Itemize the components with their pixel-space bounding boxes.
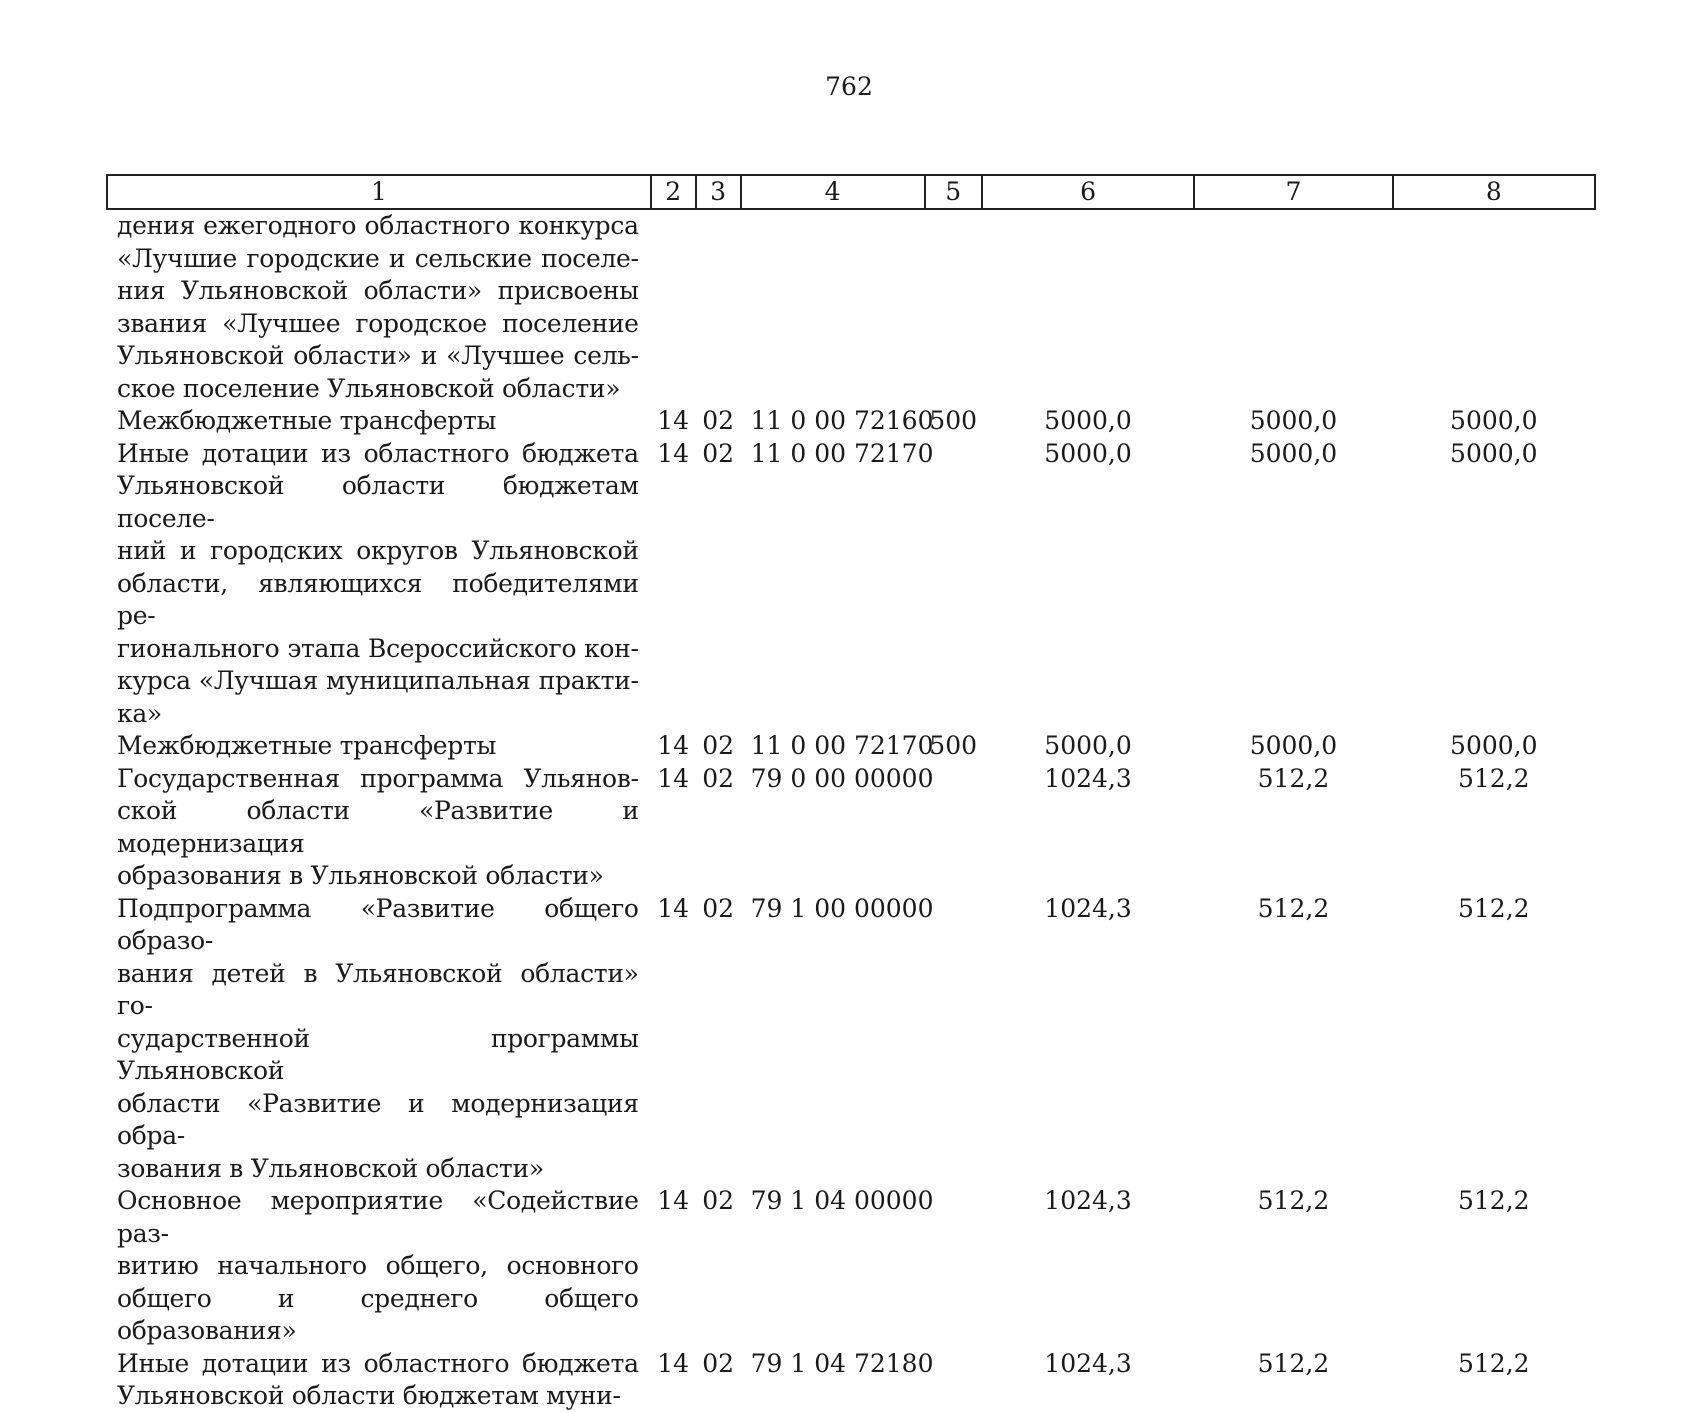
description-line: ское поселение Ульяновской области»: [117, 373, 621, 403]
amount-col-8: 512,2: [1458, 893, 1530, 923]
target-article-code: 11 0 00 72170: [750, 438, 934, 468]
row-description: [107, 405, 651, 438]
amount-col-8: 512,2: [1458, 763, 1530, 793]
header-col-8: 8: [1393, 175, 1595, 209]
description-line: области, являющихся победителями ре-: [117, 568, 639, 630]
amount-col-8: [1393, 209, 1595, 405]
target-article-code: 79 1 04 72180: [750, 1348, 934, 1378]
amount-col-8: 5000,0: [1450, 731, 1538, 760]
description-line: зования в Ульяновской области»: [117, 1153, 544, 1183]
description-line: Ульяновской области» и «Лучшее сель-: [117, 341, 639, 370]
amount-col-6: 5000,0: [1044, 731, 1132, 760]
description-line: Ульяновской области бюджетам муни-: [117, 1381, 621, 1410]
description-line: общего и среднего общего образования»: [117, 1283, 639, 1345]
row-description: [107, 763, 651, 893]
description-line: вания детей в Ульяновской области» го-: [117, 958, 639, 1020]
description-line: «Лучшие городские и сельские поселе-: [117, 243, 639, 273]
table-row: [107, 763, 1595, 893]
row-description: [107, 1348, 651, 1413]
header-col-6: 6: [982, 175, 1195, 209]
target-article-code: 11 0 00 72170: [750, 731, 934, 760]
description-line: ний и городских округов Ульяновской: [117, 536, 639, 565]
amount-col-7: 512,2: [1257, 1186, 1330, 1215]
section-code: 14: [657, 1186, 690, 1215]
amount-col-6: 1024,3: [1044, 893, 1132, 923]
expense-type-code: 500: [929, 731, 978, 760]
target-article-code: 79 0 00 00000: [750, 763, 934, 793]
section-code: 14: [657, 893, 690, 923]
subsection-code: 02: [702, 1348, 735, 1378]
description-line: Иные дотации из областного бюджета: [117, 1348, 639, 1378]
page-number: 762: [825, 72, 873, 101]
subsection-code: [696, 209, 741, 405]
header-col-5: 5: [925, 175, 982, 209]
row-description: [107, 1185, 651, 1348]
subsection-code: 02: [702, 731, 735, 760]
amount-col-7: 5000,0: [1249, 731, 1338, 760]
description-line: звания «Лучшее городское поселение: [117, 308, 639, 338]
subsection-code: 02: [702, 893, 735, 923]
header-col-3: 3: [696, 175, 741, 209]
description-line: Государственная программа Ульянов-: [117, 763, 639, 793]
amount-col-6: 1024,3: [1044, 763, 1132, 793]
amount-col-8: 5000,0: [1450, 406, 1538, 435]
amount-col-6: [982, 209, 1195, 405]
section-code: 14: [657, 731, 690, 760]
description-line: области «Развитие и модернизация обра-: [117, 1088, 639, 1150]
description-line: Межбюджетные трансферты: [117, 731, 497, 760]
section-code: 14: [657, 1348, 690, 1378]
table-row: [107, 1348, 1595, 1413]
expense-type-code: [925, 438, 982, 731]
section-code: 14: [657, 763, 690, 793]
row-description: [107, 730, 651, 763]
amount-col-7: 512,2: [1257, 893, 1330, 923]
amount-col-7: 5000,0: [1249, 406, 1338, 435]
expense-type-code: [925, 893, 982, 1186]
budget-table: [106, 174, 1596, 1413]
header-col-7: 7: [1194, 175, 1392, 209]
amount-col-8: 512,2: [1458, 1186, 1530, 1215]
expense-type-code: [925, 209, 982, 405]
amount-col-8: 512,2: [1458, 1348, 1530, 1378]
subsection-code: 02: [702, 438, 735, 468]
subsection-code: 02: [702, 763, 735, 793]
section-code: 14: [657, 406, 690, 435]
row-description: [107, 438, 651, 731]
description-line: сударственной программы Ульяновской: [117, 1023, 639, 1085]
table-row: [107, 405, 1595, 438]
expense-type-code: 500: [929, 406, 978, 435]
table-row: [107, 438, 1595, 731]
amount-col-7: [1194, 209, 1392, 405]
table-row: [107, 209, 1595, 405]
section-code: [651, 209, 696, 405]
description-line: ния Ульяновской области» присвоены: [117, 276, 639, 305]
table-body: [107, 209, 1595, 1413]
amount-col-6: 1024,3: [1044, 1186, 1132, 1215]
target-article-code: 11 0 00 72160: [750, 406, 934, 435]
table-row: [107, 730, 1595, 763]
target-article-code: [741, 209, 925, 405]
description-line: дения ежегодного областного конкурса: [117, 211, 639, 240]
row-description: [107, 209, 651, 405]
subsection-code: 02: [702, 406, 735, 435]
description-line: Ульяновской области бюджетам поселе-: [117, 471, 639, 533]
description-line: курса «Лучшая муниципальная практи-: [117, 666, 639, 695]
description-line: ской области «Развитие и модернизация: [117, 796, 639, 858]
target-article-code: 79 1 04 00000: [750, 1186, 934, 1215]
amount-col-6: 5000,0: [1044, 438, 1132, 468]
description-line: гионального этапа Всероссийского кон-: [117, 633, 639, 663]
header-col-1: 1: [107, 175, 651, 209]
amount-col-6: 5000,0: [1044, 406, 1132, 435]
description-line: Подпрограмма «Развитие общего образо-: [117, 893, 639, 955]
amount-col-6: 1024,3: [1044, 1348, 1132, 1378]
description-line: витию начального общего, основного: [117, 1251, 639, 1280]
header-col-4: 4: [741, 175, 925, 209]
amount-col-7: 512,2: [1257, 763, 1330, 793]
table-row: [107, 893, 1595, 1186]
section-code: 14: [657, 438, 690, 468]
amount-col-8: 5000,0: [1450, 438, 1538, 468]
table-header-row: [107, 175, 1595, 209]
amount-col-7: 512,2: [1257, 1348, 1330, 1378]
table-row: [107, 1185, 1595, 1348]
description-line: ка»: [117, 698, 162, 728]
description-line: образования в Ульяновской области»: [117, 861, 604, 890]
target-article-code: 79 1 00 00000: [750, 893, 934, 923]
description-line: Иные дотации из областного бюджета: [117, 438, 639, 468]
row-description: [107, 893, 651, 1186]
header-col-2: 2: [651, 175, 696, 209]
subsection-code: 02: [702, 1186, 735, 1215]
amount-col-7: 5000,0: [1249, 438, 1338, 468]
description-line: Основное мероприятие «Содействие раз-: [117, 1186, 639, 1248]
description-line: Межбюджетные трансферты: [117, 406, 497, 435]
